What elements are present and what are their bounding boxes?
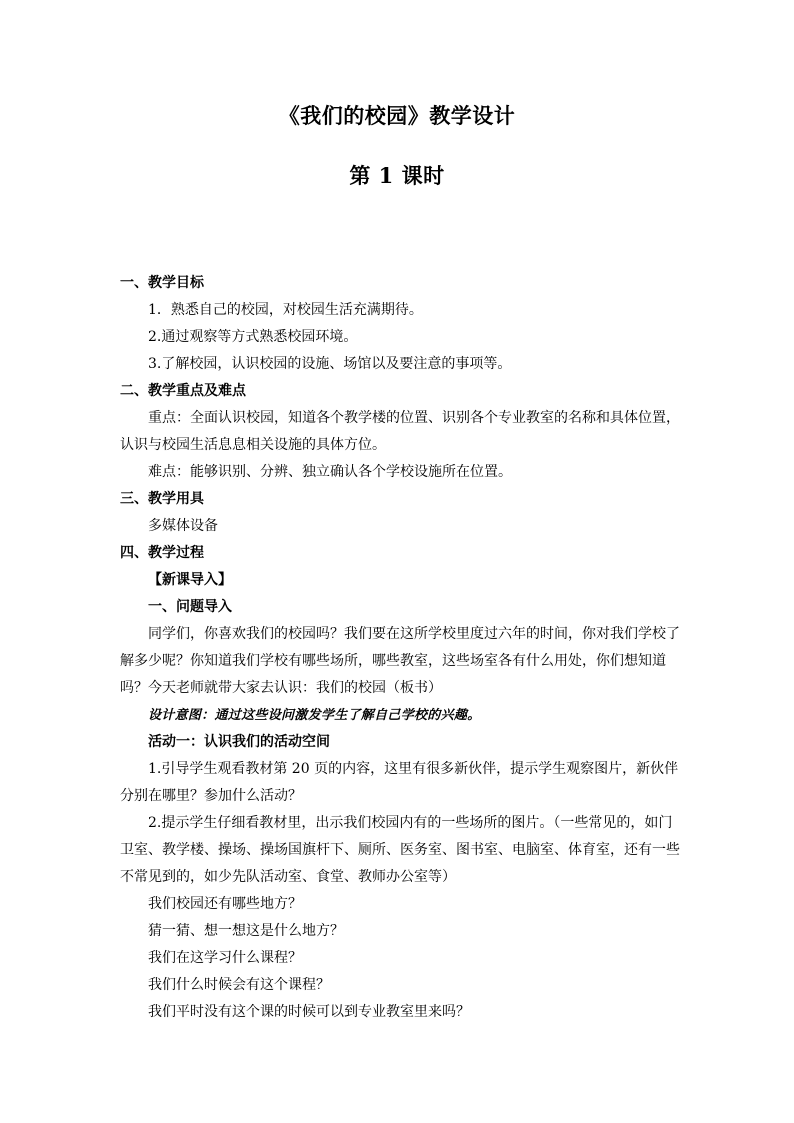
design-intent-note: 设计意图：通过这些设问激发学生了解自己学校的兴趣。 xyxy=(148,708,481,723)
question-line: 我们校园还有哪些地方？ xyxy=(148,896,302,912)
activity-item: 1.引导学生观看教材第 20 页的内容，这里有很多新伙伴，提示学生观察图片，新伙伴分别在哪里？参加什么活动？ xyxy=(120,761,679,804)
question-intro-text: 同学们，你喜欢我们的校园吗？我们要在这所学校里度过六年的时间，你对我们学校了解多少呢？你知道我们学校有哪些场所，哪些教室，这些场室各有什么用处，你们想知道吗？今天老师就带大家去认识：我们的校园（板书） xyxy=(120,626,680,696)
question-intro-heading: 一、问题导入 xyxy=(148,599,232,615)
section-heading-key-points: 二、教学重点及难点 xyxy=(120,383,246,399)
new-lesson-intro-label: 【新课导入】 xyxy=(148,572,232,588)
question-line: 我们什么时候会有这个课程？ xyxy=(148,977,330,993)
activity-one-heading: 活动一：认识我们的活动空间 xyxy=(148,734,330,750)
document-body xyxy=(120,270,680,1026)
objective-item: 1．熟悉自己的校园，对校园生活充满期待。 xyxy=(148,302,423,318)
objective-item: 3.了解校园，认识校园的设施、场馆以及要注意的事项等。 xyxy=(148,356,512,372)
activity-item: 2.提示学生仔细看教材里，出示我们校园内有的一些场所的图片。（一些常见的，如门卫室、教学楼、操场、操场国旗杆下、厕所、医务室、图书室、电脑室、体育室，还有一些不常见到的，如少先队活动室、食堂、教师办公室等） xyxy=(120,815,680,885)
section-heading-tools: 三、教学用具 xyxy=(120,491,204,507)
question-line: 猜一猜、想一想这是什么地方？ xyxy=(148,923,344,939)
objective-item: 2.通过观察等方式熟悉校园环境。 xyxy=(148,329,358,345)
section-heading-process: 四、教学过程 xyxy=(120,545,204,561)
difficulty-text: 难点：能够识别、分辨、独立确认各个学校设施所在位置。 xyxy=(148,464,512,480)
section-heading-objectives: 一、教学目标 xyxy=(120,275,204,291)
tools-text: 多媒体设备 xyxy=(148,518,218,534)
lesson-subtitle: 第 1 课时 xyxy=(349,163,445,188)
key-point-text: 重点：全面认识校园，知道各个教学楼的位置、识别各个专业教室的名称和具体位置，认识与校园生活息息相关设施的具体方位。 xyxy=(120,410,680,453)
question-line: 我们平时没有这个课的时候可以到专业教室里来吗？ xyxy=(148,1004,470,1020)
document-title: 《我们的校园》教学设计 xyxy=(278,103,516,128)
question-line: 我们在这学习什么课程？ xyxy=(148,950,302,966)
